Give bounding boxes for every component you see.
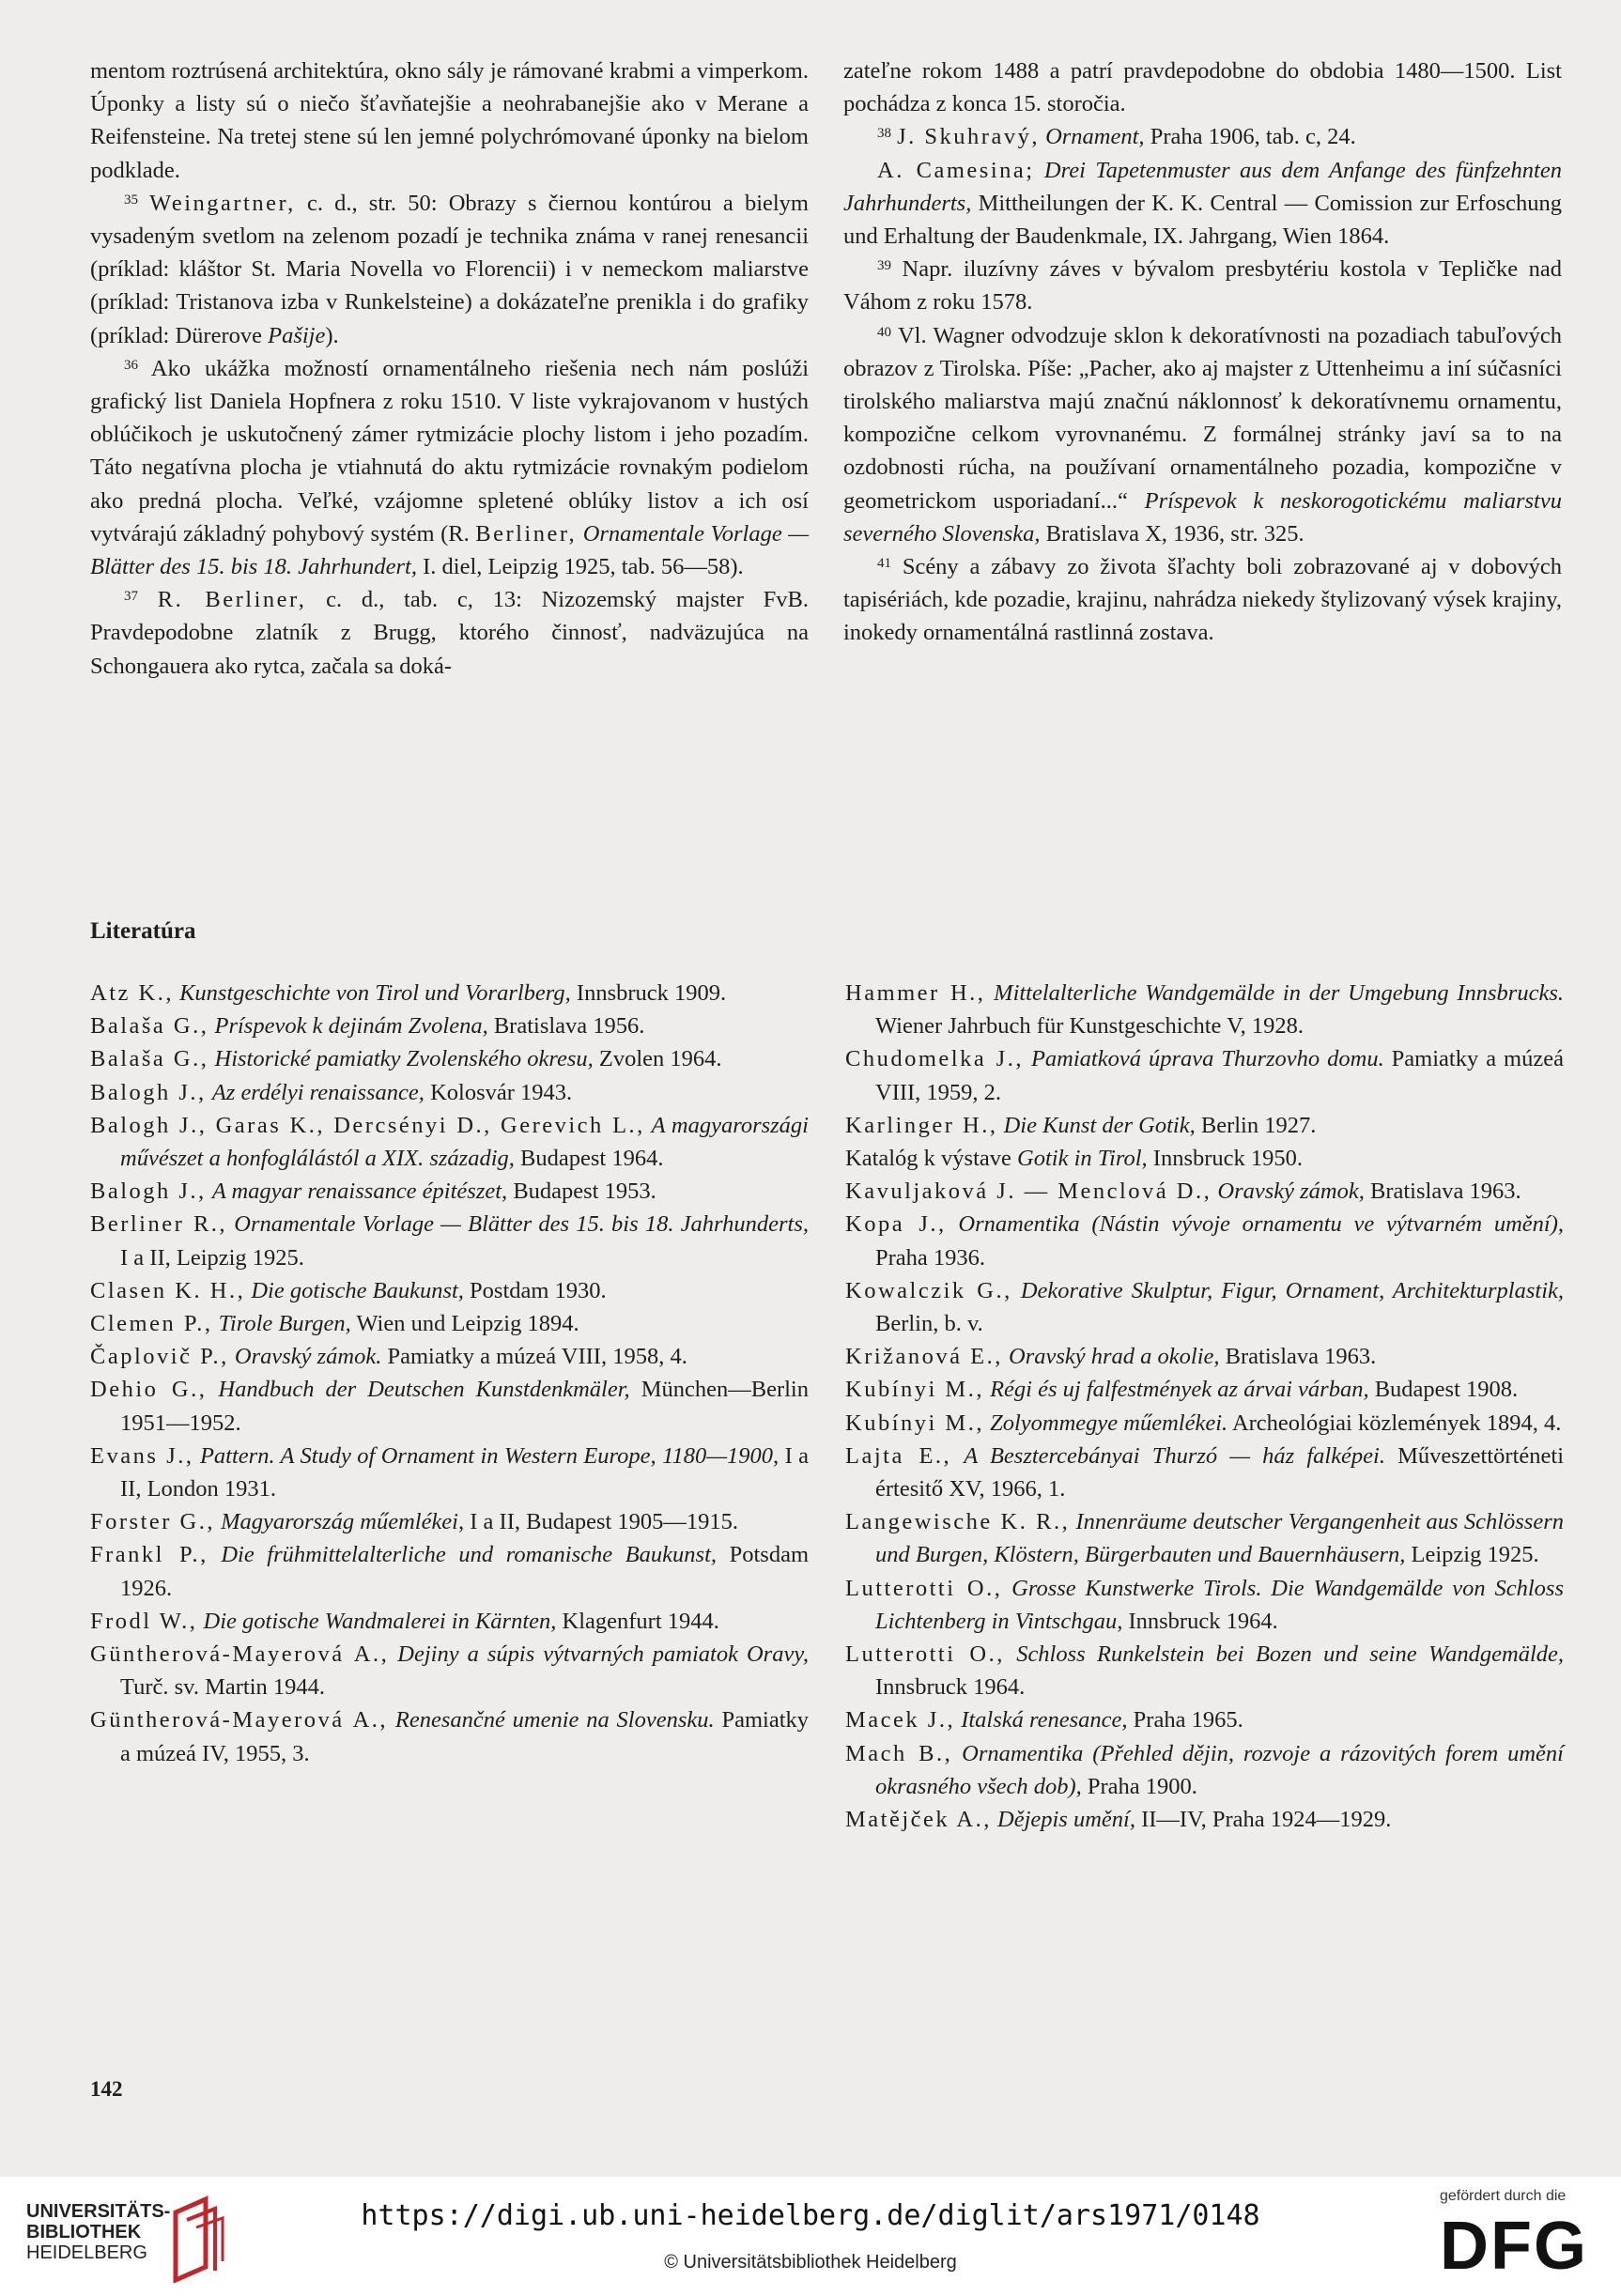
italic-title: A magyarországi művészet a honfoglálástól a XIX. századig, [120, 1112, 809, 1172]
text-run: Budapest 1964. [514, 1146, 664, 1172]
bibliography-entry [845, 1737, 1564, 1803]
italic-title: Kunstgeschichte von Tirol und Vorarlberg, [179, 980, 571, 1006]
text-run [1035, 158, 1044, 183]
text-run: I a II, London 1931. [120, 1442, 809, 1502]
italic-title: Régi és uj falfestmények az árvai várban, [990, 1377, 1369, 1403]
bibliography-entry [90, 1076, 809, 1109]
text-run: Innsbruck 1964. [875, 1674, 1026, 1701]
italic-title: Mittelalterliche Wandgemälde in der Umgebung Innsbrucks. [994, 980, 1565, 1006]
footnote [90, 187, 809, 352]
author-name: Karlinger H., [845, 1112, 998, 1138]
library-name-line3: HEIDELBERG [26, 2242, 147, 2263]
text-run [947, 1211, 959, 1237]
italic-title: A magyar renaissance épitészet, [211, 1179, 508, 1205]
bibliography-entry [90, 1042, 809, 1075]
italic-title: Schloss Runkelstein bei Bozen und seine Wandgemälde, [1016, 1641, 1564, 1668]
text-run: c. d., str. 50: Obrazy s čiernou kontúrou a bielym vysadeným svetlom na zelenom pozadí je technika známa v ranej renesancii (príklad: kláštor St. Maria Novella vo Florencii) i v nemeckom maliarstve (príklad: Tristanova izba v Runkelsteine) a dokázateľne prenikla i do grafiky (príklad: Dürerove [90, 190, 809, 348]
text-run [1024, 1046, 1031, 1071]
footnote-number: 35 [124, 192, 138, 208]
bibliography-entry [845, 1440, 1564, 1505]
author-name: Forster G., [90, 1509, 215, 1535]
author-name: Macek J., [845, 1707, 956, 1734]
text-run: Bratislava 1963. [1364, 1179, 1521, 1205]
italic-title: Tirole Burgen, [218, 1311, 351, 1337]
text-run: Wien und Leipzig 1894. [350, 1311, 579, 1337]
italic-title: Ornamentale Vorlage — Blätter des 15. bis 18. Jahrhunderts, [234, 1211, 809, 1238]
bibliography-entry [845, 1340, 1564, 1373]
text-run: Innsbruck 1909. [570, 980, 727, 1006]
author-name: Matějček A., [845, 1807, 992, 1833]
footnote-number: 41 [877, 556, 891, 572]
footnote [90, 583, 809, 683]
author-name: Čaplovič P., [90, 1344, 229, 1370]
text-run: Pamiatky a múzeá IV, 1955, 3. [120, 1707, 809, 1766]
italic-title: Ornamentika (Přehled dějin, rozvoje a rázovitých forem umění okrasného všech dob), [875, 1740, 1564, 1799]
italic-title: Pamiatková úprava Thurzovho domu. [1030, 1046, 1384, 1072]
footnote-number: 37 [124, 589, 138, 605]
copyright-notice: © Universitätsbibliothek Heidelberg [664, 2252, 957, 2273]
author-name: Frankl P., [90, 1542, 208, 1568]
text-run: Pamiatky a múzeá VIII, 1958, 4. [381, 1344, 687, 1370]
footnotes-right-column [843, 54, 1562, 650]
author-name: J. Skuhravý, [897, 124, 1040, 150]
text-run: Zvolen 1964. [593, 1046, 722, 1072]
footnote-number: 36 [124, 357, 138, 373]
author-name: Evans J., [90, 1442, 194, 1469]
text-run: Innsbruck 1964. [1122, 1608, 1278, 1634]
bibliography-entry [90, 1440, 809, 1505]
text-run [1012, 1278, 1021, 1303]
author-name: Güntherová-Mayerová A., [90, 1707, 389, 1734]
italic-title: Oravský zámok, [1217, 1179, 1365, 1205]
text-run: Napr. iluzívny záves v bývalom presbytériu kostola v Tepličke nad Váhom z roku 1578. [843, 256, 1562, 316]
funding-caption: gefördert durch die [1440, 2188, 1567, 2204]
author-name: Clemen P., [90, 1311, 213, 1337]
italic-title: Grosse Kunstwerke Tirols. Die Wandgemälde von Schloss Lichtenberg in Vintschgau, [875, 1575, 1564, 1634]
author-name: Berliner R., [90, 1211, 228, 1238]
bibliography-entry [90, 1175, 809, 1208]
text-run: Budapest 1908. [1368, 1377, 1519, 1403]
author-name: Kavuljaková J. — Menclová D., [845, 1179, 1212, 1205]
text-run: Praha 1906, tab. c, 24. [1144, 124, 1356, 150]
library-name-line2: BIBLIOTHEK [26, 2222, 142, 2242]
footnote-number: 38 [877, 126, 891, 142]
text-run: Katalóg k výstave [845, 1146, 1018, 1172]
italic-title: Pattern. A Study of Ornament in Western Europe, 1180—1900, [199, 1442, 780, 1469]
bibliography-entry [90, 977, 809, 1009]
italic-title: Zolyommegye műemlékei. [990, 1410, 1228, 1436]
italic-title: Magyarország műemlékei, [221, 1509, 465, 1535]
author-name: Mach B., [845, 1740, 953, 1766]
footnote-number: 39 [877, 258, 891, 274]
bibliography-entry [845, 1703, 1564, 1736]
author-name: Hammer H., [845, 980, 986, 1006]
author-name: Balogh J., [90, 1079, 207, 1105]
bibliography-entry [845, 1042, 1564, 1108]
author-name: Güntherová-Mayerová A., [90, 1641, 390, 1668]
author-name: Langewische K. R., [845, 1509, 1071, 1535]
bibliography-entry [90, 1208, 809, 1273]
footnotes-left-column [90, 54, 809, 683]
footnote-continuation [843, 154, 1562, 254]
italic-title: Pašije [268, 322, 326, 348]
text-run: I a II, Leipzig 1925. [120, 1244, 304, 1271]
bibliography-entry [845, 1142, 1564, 1175]
page-number: 142 [90, 2077, 123, 2101]
bibliography-entry [845, 1572, 1564, 1638]
author-name: Kubínyi M., [845, 1410, 984, 1436]
footer-bar [0, 2177, 1621, 2296]
italic-title: Oravský zámok. [234, 1344, 382, 1370]
literature-heading: Literatúra [90, 918, 196, 944]
text-run: Wiener Jahrbuch für Kunstgeschichte V, 1928. [875, 1013, 1305, 1040]
dfg-logo[interactable]: DFG [1440, 2209, 1588, 2284]
text-run [208, 1542, 222, 1567]
author-name: Lajta E., [845, 1442, 952, 1469]
italic-title: Ornamentika (Nástin vývoje ornamentu ve výtvarném umění), [958, 1211, 1564, 1238]
italic-title: Die Kunst der Gotik, [1003, 1112, 1196, 1138]
text-run: Klagenfurt 1944. [556, 1608, 719, 1634]
text-run: Innsbruck 1950. [1147, 1146, 1304, 1172]
text-run: Vl. Wagner odvodzuje sklon k dekoratívnosti na pozadiach tabuľových obrazov z Tirolska. Píše: „Pacher, ako aj majster z Uttenheimu a iní súčasníci tirolského maliarstva majú značnú náklonnosť k dekoratívnemu ornamentu, kompozične celkom vyrovnanému. Z formálnej stránky javí sa to na ozdobnosti rúcha, na používaní ornamentálneho pozadia, kompozične v geometrickom usporiadaní...“ [843, 322, 1562, 514]
italic-title: Oravský hrad a okolie, [1009, 1344, 1220, 1370]
text-run: mentom roztrúsená architektúra, okno sály je rámované krabmi a vimperkom. Úponky a listy sú o niečo šťavňatejšie a neohrabanejšie ako v Merane a Reifensteine. Na tretej stene sú len jemné polychrómované úponky na bielom podklade. [90, 58, 809, 183]
bibliography-entry [845, 1638, 1564, 1703]
footnote [843, 120, 1562, 153]
author-name: Berliner, [475, 520, 578, 547]
author-name: Križanová E., [845, 1344, 1003, 1370]
footnote-continuation [90, 54, 809, 187]
italic-title: Gotik in Tirol, [1017, 1146, 1148, 1172]
text-run [645, 1113, 652, 1138]
author-name: Lutterotti O., [845, 1575, 1003, 1601]
text-run: Berlin 1927. [1195, 1112, 1317, 1138]
text-run: Potsdam 1926. [120, 1542, 809, 1601]
bibliography-entry [90, 1505, 809, 1538]
bibliography-entry [845, 1407, 1564, 1440]
bibliography-entry [845, 1373, 1564, 1406]
text-run: Ako ukážka možností ornamentálneho riešenia nech nám poslúži grafický list Daniela Hopfnera z roku 1510. V liste vykrajovanom v hustých oblúčikoch je uskutočnený zámer rytmizácie plochy listom i jeho pozadím. Táto negatívna plocha je vtiahnutá do aktu rytmizácie rovnakým podielom ako predná plocha. Veľké, vzájomne spletené oblúky listov a ich osí vytvárajú základný pohybový systém (R. [90, 355, 809, 547]
bibliography-right-column [845, 977, 1564, 1836]
author-name: Clasen K. H., [90, 1277, 246, 1303]
text-run: Leipzig 1925. [1405, 1542, 1539, 1568]
bibliography-entry [90, 1638, 809, 1703]
bibliography-entry [90, 1009, 809, 1042]
italic-title: Az erdélyi renaissance, [211, 1079, 425, 1105]
italic-title: Ornamentale Vorlage — Blätter des 15. bis 18. Jahrhundert, [90, 520, 810, 580]
italic-title: A Besztercebányai Thurzó — ház falképei. [964, 1442, 1385, 1469]
text-run: Kolosvár 1943. [424, 1079, 573, 1105]
text-run: Bratislava 1963. [1219, 1344, 1377, 1370]
italic-title: Italská renesance, [961, 1707, 1128, 1734]
text-run: zateľne rokom 1488 a patrí pravdepodobne do obdobia 1480—1500. List pochádza z konca 15. storočia. [843, 58, 1562, 117]
author-name: Balaša G., [90, 1013, 209, 1040]
footnote [843, 550, 1562, 650]
italic-title: Historické pamiatky Zvolenského okresu, [214, 1046, 594, 1072]
bibliography-entry [845, 1505, 1564, 1571]
text-run: Bratislava 1956. [487, 1013, 645, 1040]
bibliography-entry [90, 1703, 809, 1769]
author-name: Kopa J., [845, 1211, 947, 1238]
author-name: Balaša G., [90, 1046, 209, 1072]
italic-title: Dějepis umění, [997, 1807, 1135, 1833]
footnote-continuation [843, 54, 1562, 120]
text-run: Műveszettörténeti értesitő XV, 1966, 1. [875, 1442, 1565, 1502]
text-run: Mittheilungen der K. K. Central — Comission zur Erfoschung und Erhaltung der Baudenkmale, IX. Jahrgang, Wien 1864. [843, 190, 1562, 250]
text-run [388, 1707, 395, 1733]
bibliography-left-column [90, 977, 809, 1770]
text-run: Praha 1900. [1081, 1773, 1197, 1799]
italic-title: Innenräume deutscher Vergangenheit aus Schlössern und Burgen, Klöstern, Bürgerbauten und Bauernhäusern, [875, 1509, 1564, 1568]
footnote-number: 40 [877, 324, 891, 340]
text-run [985, 980, 994, 1006]
text-run: Scény a zábavy zo života šľachty boli zobrazované aj v dobových tapisériách, kde pozadie, krajinu, nahrádza niekedy štylizovaný výsek krajiny, inokedy ornamentálná rastlinná zostava. [843, 554, 1562, 646]
footnote [843, 319, 1562, 550]
author-name: Balogh J., [90, 1179, 207, 1205]
italic-title: Die gotische Wandmalerei in Kärnten, [203, 1608, 557, 1634]
text-run: II—IV, Praha 1924—1929. [1135, 1807, 1392, 1833]
text-run: Turč. sv. Martin 1944. [120, 1674, 326, 1701]
text-run [1005, 1641, 1016, 1667]
text-run: Archeológiai közlemények 1894, 4. [1227, 1410, 1562, 1436]
italic-title: Die frühmittelalterliche und romanische Baukunst, [221, 1542, 718, 1568]
bibliography-entry [90, 1605, 809, 1638]
text-run: München—Berlin 1951—1952. [120, 1377, 809, 1436]
author-name: Balogh J., Garas K., Dercsényi D., Gerevich L., [90, 1112, 645, 1138]
italic-title: Príspevok k dejinám Zvolena, [214, 1013, 488, 1040]
italic-title: Renesančné umenie na Slovensku. [394, 1707, 715, 1734]
bibliography-entry [90, 1307, 809, 1340]
text-run: I. diel, Leipzig 1925, tab. 56—58). [416, 554, 744, 580]
text-run: c. d., tab. c, 13: Nizozemský majster FvB. Pravdepodobne zlatník z Brugg, ktorého činnosť, nadväzujúca na Schongauera ako rytca, začala sa doká- [90, 587, 810, 679]
text-run: ). [325, 322, 339, 348]
italic-title: Dekorative Skulptur, Figur, Ornament, Architekturplastik, [1020, 1277, 1564, 1303]
author-name: Atz K., [90, 980, 174, 1006]
text-run [1002, 1576, 1011, 1601]
text-run [207, 1377, 218, 1402]
italic-title: Príspevok k neskorogotickému maliarstvu severného Slovenska, [843, 487, 1562, 547]
text-run: Bratislava X, 1936, str. 325. [1040, 520, 1305, 547]
author-name: Kubínyi M., [845, 1377, 984, 1403]
text-run: I a II, Budapest 1905—1915. [464, 1509, 739, 1535]
author-name: Weingartner, [149, 190, 296, 216]
author-name: Kowalczik G., [845, 1277, 1012, 1303]
bibliography-entry [845, 1274, 1564, 1340]
italic-title: Dejiny a súpis výtvarných pamiatok Oravy, [397, 1641, 809, 1668]
author-name: R. Berliner, [157, 587, 307, 613]
italic-title: Drei Tapetenmuster aus dem Anfange des fünfzehnten Jahrhunderts, [843, 157, 1562, 216]
footnote [90, 352, 809, 583]
bibliography-entry [90, 1373, 809, 1439]
footnote [843, 253, 1562, 318]
bibliography-entry [845, 977, 1564, 1042]
text-run: Praha 1936. [875, 1244, 986, 1271]
text-run [952, 1741, 962, 1766]
text-run: Postdam 1930. [463, 1277, 607, 1303]
italic-title: Die gotische Baukunst, [251, 1277, 464, 1303]
text-run: Berlin, b. v. [875, 1311, 983, 1337]
bibliography-entry [90, 1340, 809, 1373]
author-name: Lutterotti O., [845, 1641, 1005, 1668]
library-name-line1: UNIVERSITÄTS- [26, 2201, 171, 2222]
bibliography-entry [90, 1538, 809, 1604]
italic-title: Ornament, [1045, 124, 1145, 150]
text-run: Budapest 1953. [507, 1179, 656, 1205]
text-run: Pamiatky a múzeá VIII, 1959, 2. [875, 1046, 1564, 1105]
italic-title: Handbuch der Deutschen Kunstdenkmäler, [218, 1377, 630, 1403]
text-run: Praha 1965. [1127, 1707, 1243, 1734]
author-name: Dehio G., [90, 1377, 208, 1403]
bibliography-entry [845, 1803, 1564, 1836]
bibliography-entry [845, 1109, 1564, 1142]
permalink-url[interactable]: https://digi.ub.uni-heidelberg.de/diglit/ars1971/0148 [361, 2199, 1260, 2232]
text-run [389, 1641, 397, 1667]
bibliography-entry [90, 1274, 809, 1307]
author-name: Frodl W., [90, 1608, 198, 1634]
bibliography-entry [845, 1208, 1564, 1273]
bibliography-entry [845, 1175, 1564, 1208]
author-name: Chudomelka J., [845, 1046, 1024, 1072]
author-name: A. Camesina; [877, 157, 1035, 183]
bibliography-entry [90, 1109, 809, 1175]
text-run [951, 1443, 964, 1469]
